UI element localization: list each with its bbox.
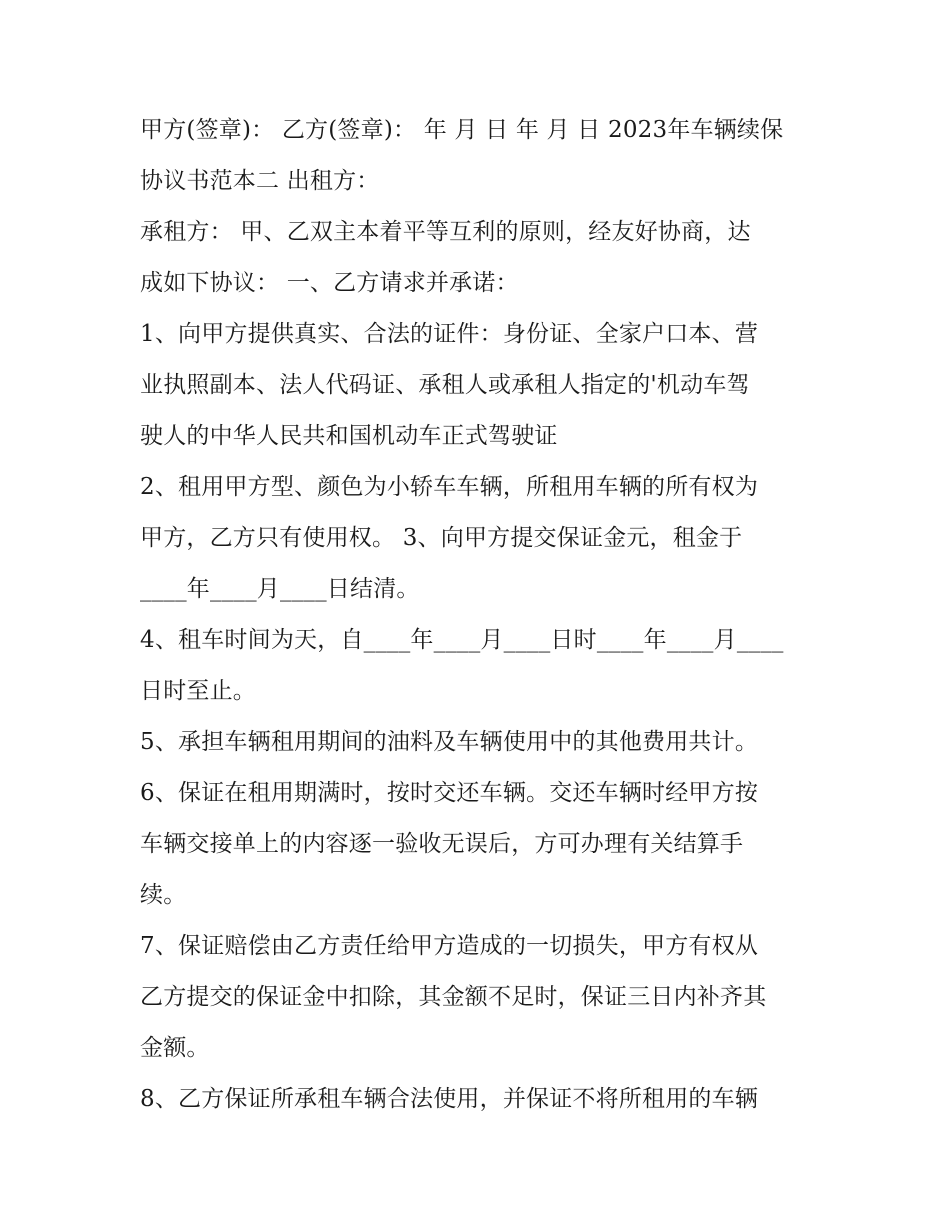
text-line: 乙方提交的保证金中扣除，其金额不足时，保证三日内补齐其 [140, 984, 767, 1010]
text-line: 驶人的中华人民共和国机动车正式驾驶证 [140, 423, 558, 449]
text-line: 6、保证在租用期满时，按时交还车辆。交还车辆时经甲方按 [140, 780, 759, 806]
text-line: 承租方： 甲、乙双主本着平等互利的原则，经友好协商，达 [140, 219, 751, 245]
text-line: 成如下协议： 一、乙方请求并承诺： [140, 270, 519, 296]
text-line: 业执照副本、法人代码证、承租人或承租人指定的'机动车驾 [140, 372, 750, 398]
text-line: 甲方(签章)： 乙方(签章)： 年 月 日 年 月 日 2023年车辆续保 [140, 117, 784, 143]
text-line: 4、租车时间为天，自____年____月____日时____年____月____ [140, 627, 784, 653]
text-line: 5、承担车辆租用期间的油料及车辆使用中的其他费用共计。 [140, 729, 759, 755]
text-line: 车辆交接单上的内容逐一验收无误后，方可办理有关结算手 [140, 831, 744, 857]
text-line: 日时至止。 [140, 678, 256, 704]
text-line: ____年____月____日结清。 [140, 576, 420, 602]
text-line: 7、保证赔偿由乙方责任给甲方造成的一切损失，甲方有权从 [140, 933, 759, 959]
text-line: 甲方，乙方只有使用权。 3、向甲方提交保证金元，租金于 [140, 525, 743, 551]
text-line: 8、乙方保证所承租车辆合法使用，并保证不将所租用的车辆 [140, 1086, 759, 1112]
document-body [140, 105, 820, 1125]
text-line: 续。 [140, 882, 187, 908]
text-line: 2、租用甲方型、颜色为小轿车车辆，所租用车辆的所有权为 [140, 474, 759, 500]
text-line: 协议书范本二 出租方： [140, 168, 380, 194]
text-line: 1、向甲方提供真实、合法的证件：身份证、全家户口本、营 [140, 321, 759, 347]
text-line: 金额。 [140, 1035, 210, 1061]
